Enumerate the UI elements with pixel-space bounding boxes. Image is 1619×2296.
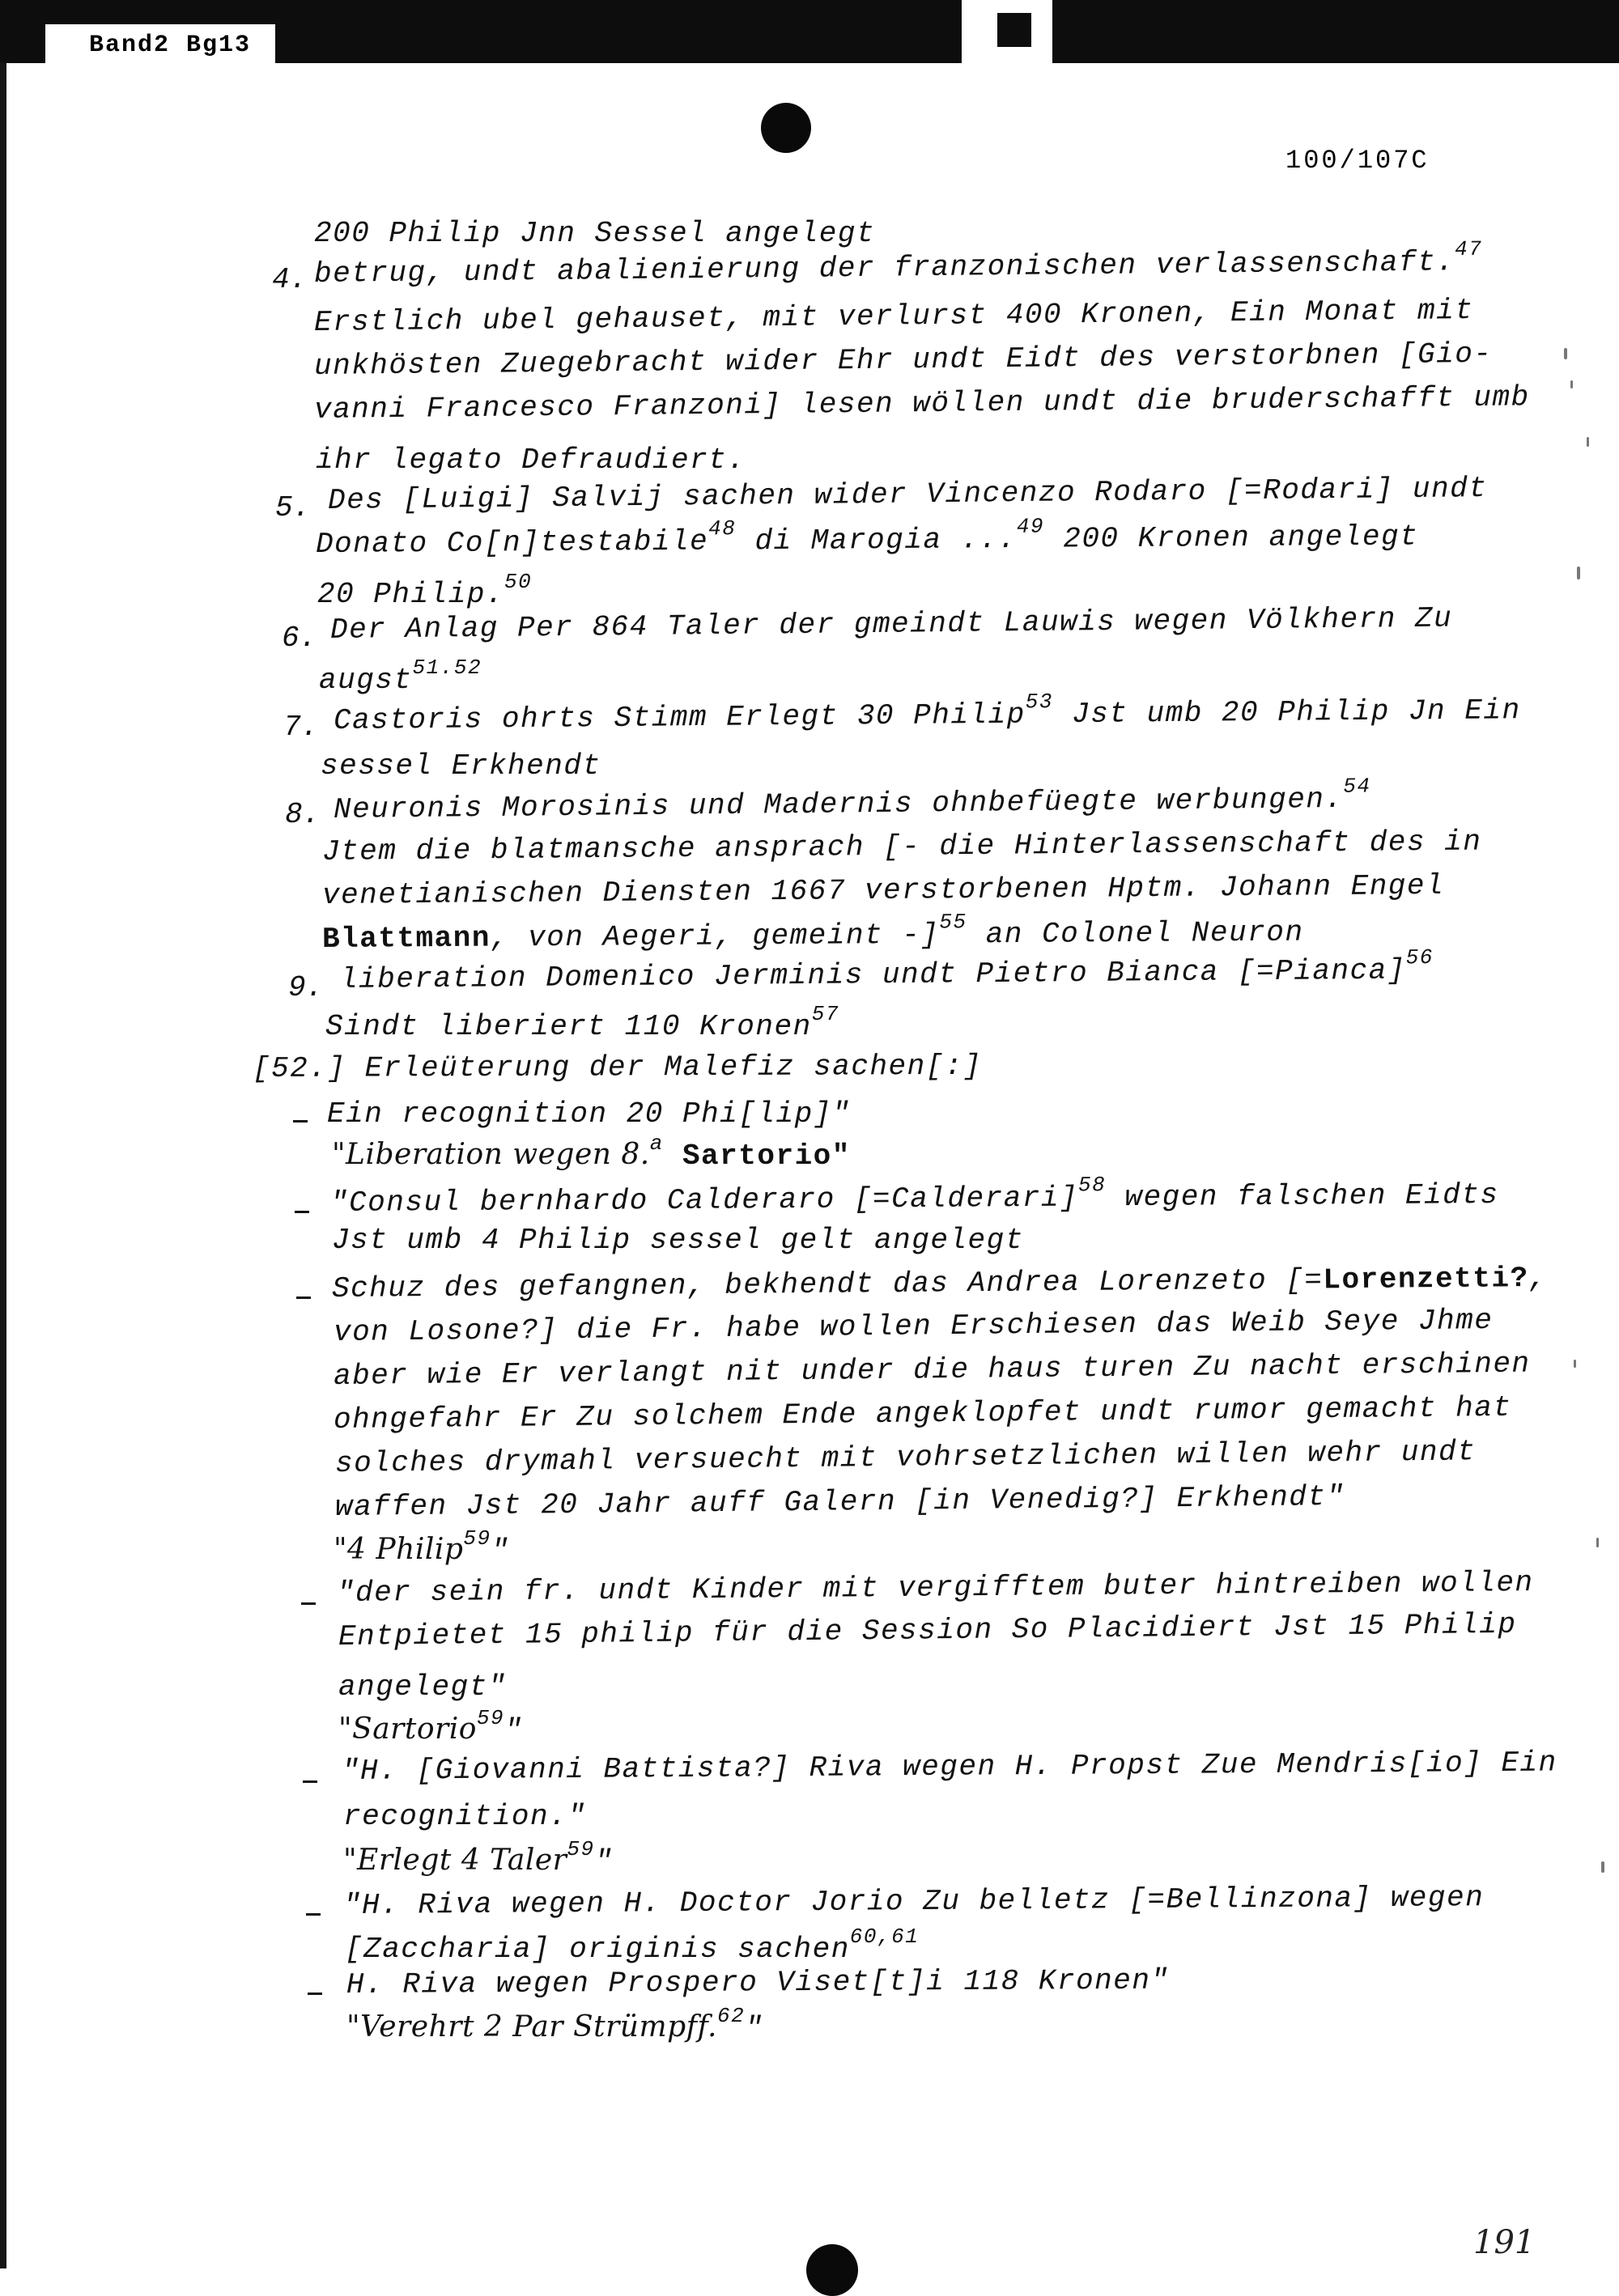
scan-speck — [1570, 380, 1573, 388]
text-line: ihr legato Defraudiert. — [316, 443, 746, 477]
item-number: 4. — [272, 263, 308, 296]
dash-bullet — [308, 1993, 322, 1995]
section-heading: [52.] Erleüterung der Malefiz sachen[:] — [252, 1049, 983, 1085]
footnote-ref: 47 — [1454, 236, 1483, 262]
punch-hole-top — [761, 103, 811, 153]
text-line: H. Riva wegen Prospero Viset[t]i 118 Kronen" — [346, 1963, 1170, 2001]
text-line: 20 Philip.$^{50}$ — [317, 569, 533, 611]
text-line: Sindt liberiert 110 Kronen$^{57}$ — [325, 1001, 839, 1043]
text-line: [Zaccharia] originis sachen$^{60,61}$ — [345, 1924, 920, 1966]
text-line: "der sein fr. undt Kinder mit vergifftem buter hintreiben wollen — [336, 1566, 1534, 1610]
item-number: 9. — [288, 971, 324, 1004]
text-line: vanni Francesco Franzoni] lesen wöllen undt die bruderschafft umb — [313, 380, 1530, 427]
footnote-ref: 50 — [504, 569, 533, 594]
handwritten-note: "Sartorio$^{59}$" — [338, 1705, 524, 1747]
text-line: "Consul bernhardo Calderaro [=Calderari]$^{58}$ wegen falschen Eidts — [329, 1173, 1499, 1220]
text-line: aber wie Er verlangt nit under die haus turen Zu nacht erschinen — [333, 1347, 1531, 1393]
text-line: Des [Luigi] Salvij sachen wider Vincenzo Rodaro [=Rodari] undt — [327, 472, 1488, 517]
footnote-ref: 51.52 — [412, 655, 482, 680]
page-reference: 100/107C — [1285, 146, 1430, 176]
footnote-ref: 58 — [1077, 1173, 1107, 1198]
text-line: von Losone?] die Fr. habe wollen Erschiesen das Weib Seye Jhme — [333, 1304, 1494, 1349]
text-line: "H. [Giovanni Battista?] Riva wegen H. Propst Zue Mendris[io] Ein — [341, 1746, 1557, 1788]
scan-left-edge — [0, 63, 6, 2268]
footnote-ref: 57 — [811, 1001, 839, 1026]
handwritten-note: "Erlegt 4 Taler$^{59}$" — [343, 1836, 614, 1878]
volume-label: Band2 Bg13 — [45, 24, 275, 66]
dash-bullet — [296, 1297, 311, 1299]
text-line: 200 Philip Jnn Sessel angelegt — [314, 217, 876, 250]
scan-speck — [1574, 1360, 1576, 1368]
footnote-ref: 60,61 — [849, 1924, 920, 1949]
text-line: solches drymahl versuecht mit vohrsetzlichen willen wehr undt — [334, 1435, 1477, 1480]
text-line: ohngefahr Er Zu solchem Ende angeklopfet undt rumor gemacht hat — [333, 1390, 1512, 1437]
folio-number: 191 — [1473, 2224, 1536, 2261]
dash-bullet — [306, 1913, 321, 1916]
item-number: 5. — [275, 491, 311, 524]
footnote-ref: 62 — [716, 2003, 746, 2028]
text-line: Entpietet 15 philip für die Session So Placidiert Jst 15 Philip — [338, 1607, 1517, 1653]
text-line: Castoris ohrts Stimm Erlegt 30 Philip$^{53}$ Jst umb 20 Philip Jn Ein — [333, 690, 1521, 737]
scan-speck — [1577, 567, 1580, 579]
footnote-ref: 48 — [708, 516, 737, 541]
text-line: Donato Co[n]testabile$^{48}$ di Marogia ...$^{49}$ 200 Kronen angelegt — [315, 514, 1419, 561]
scan-speck — [1587, 437, 1589, 447]
text-line: angelegt" — [338, 1670, 507, 1704]
scan-marker-square — [997, 13, 1031, 47]
dash-bullet — [301, 1602, 316, 1605]
text-line: Blattmann, von Aegeri, gemeint -]$^{55}$ an Colonel Neuron — [321, 910, 1304, 956]
text-line: "H. Riva wegen H. Doctor Jorio Zu belletz [=Bellinzona] wegen — [342, 1881, 1485, 1922]
footnote-ref: 49 — [1016, 514, 1045, 539]
scan-speck — [1601, 1861, 1604, 1873]
text-line: Jst umb 4 Philip sessel gelt angelegt — [332, 1224, 1024, 1257]
text-line: unkhösten Zuegebracht wider Ehr undt Eidt des verstorbnen [Gio- — [313, 337, 1493, 383]
footnote-ref: 59 — [463, 1526, 491, 1551]
footnote-ref: a — [649, 1131, 664, 1156]
footnote-ref: 53 — [1025, 690, 1054, 715]
scan-speck — [1564, 348, 1567, 359]
dash-bullet — [303, 1780, 317, 1783]
text-line: waffen Jst 20 Jahr auff Galern [in Venedig?] Erkhendt" — [334, 1479, 1345, 1524]
dash-bullet — [293, 1120, 308, 1123]
text-line: Ein recognition 20 Phi[lip]" — [327, 1097, 851, 1131]
text-line: recognition." — [343, 1800, 587, 1833]
footnote-ref: 59 — [476, 1705, 505, 1730]
text-line: augst$^{51.52}$ — [319, 655, 482, 697]
footnote-ref: 54 — [1343, 774, 1371, 799]
text-line: venetianischen Diensten 1667 verstorbenen Hptm. Johann Engel — [321, 868, 1445, 912]
dash-bullet — [295, 1211, 309, 1213]
handwritten-note: "4 Philip$^{59}$" — [334, 1526, 510, 1568]
item-number: 7. — [283, 711, 319, 744]
text-line: liberation Domenico Jerminis undt Pietro Bianca [=Pianca]$^{56}$ — [339, 945, 1434, 996]
text-line: Neuronis Morosinis und Madernis ohnbefüegte werbungen.$^{54}$ — [333, 774, 1371, 826]
text-line: Jtem die blatmansche ansprach [- die Hinterlassenschaft des in — [321, 825, 1482, 868]
footnote-ref: 59 — [567, 1836, 595, 1861]
item-number: 8. — [285, 798, 321, 831]
punch-hole-bottom — [806, 2244, 858, 2296]
footnote-ref: 55 — [939, 910, 967, 935]
text-line: sessel Erkhendt — [321, 749, 601, 783]
item-number: 6. — [282, 622, 317, 655]
handwritten-note: "Liberation wegen 8.$^a$ Sartorio" — [332, 1131, 851, 1173]
handwritten-note: "Verehrt 2 Par Strümpff.$^{62}$" — [346, 2003, 764, 2045]
text-line: Der Anlag Per 864 Taler der gmeindt Lauwis wegen Völkhern Zu — [329, 601, 1453, 647]
text-line: Erstlich ubel gehauset, mit verlurst 400 Kronen, Ein Monat mit — [313, 294, 1474, 339]
text-line: betrug, undt abalienierung der franzonischen verlassenschaft.$^{47}$ — [313, 236, 1483, 291]
footnote-ref: 56 — [1405, 945, 1434, 970]
scan-speck — [1596, 1538, 1599, 1547]
text-line: Schuz des gefangnen, bekhendt das Andrea Lorenzeto [=Lorenzetti?, — [331, 1261, 1548, 1305]
